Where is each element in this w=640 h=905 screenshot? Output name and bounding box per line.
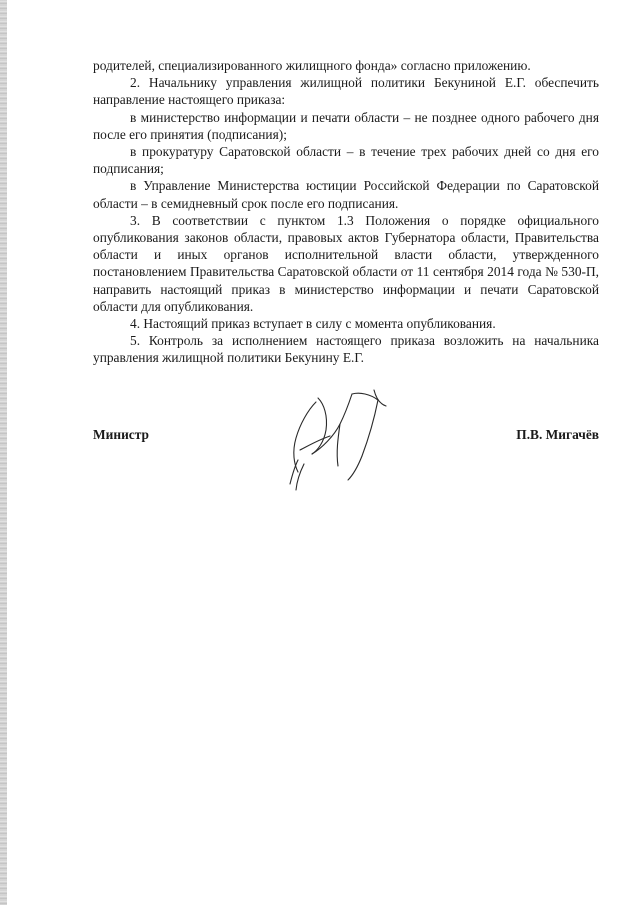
- signatory-position: Министр: [93, 427, 149, 442]
- paragraph-subitem-justice: в Управление Министерства юстиции Российской Федерации по Саратовской области – в семидневный срок после его подписания.: [93, 178, 599, 211]
- paragraph-item-5: 5. Контроль за исполнением настоящего приказа возложить на начальника управления жилищной политики Бекунину Е.Г.: [93, 333, 599, 366]
- paragraph-item-4: 4. Настоящий приказ вступает в силу с момента опубликования.: [130, 316, 496, 332]
- paragraph-item-2: 2. Начальнику управления жилищной политики Бекуниной Е.Г. обеспечить направление настоящего приказа:: [93, 75, 599, 108]
- paragraph-subitem-ministry: в министерство информации и печати области – не позднее одного рабочего дня после его принятия (подписания);: [93, 109, 599, 142]
- scan-edge: [0, 0, 7, 905]
- signatory-name: П.В. Мигачёв: [516, 427, 599, 442]
- paragraph-continuation: родителей, специализированного жилищного фонда» согласно приложению.: [93, 58, 531, 73]
- paragraph-item-3: 3. В соответствии с пунктом 1.3 Положения о порядке официального опубликования законов области, правовых актов Губернатора области, Правительства области и иных органов исполнительной власти области, утвержденного постановлением Правительства Саратовской области от 11 сентября 2014 года № 530-П, направить настоящий приказ в министерство информации и печати Саратовской области для опубликования.: [93, 212, 599, 314]
- handwritten-signature: [278, 380, 398, 500]
- document-body: [93, 57, 599, 367]
- paragraph-subitem-prosecutor: в прокуратуру Саратовской области – в течение трех рабочих дней со дня его подписания;: [93, 144, 599, 177]
